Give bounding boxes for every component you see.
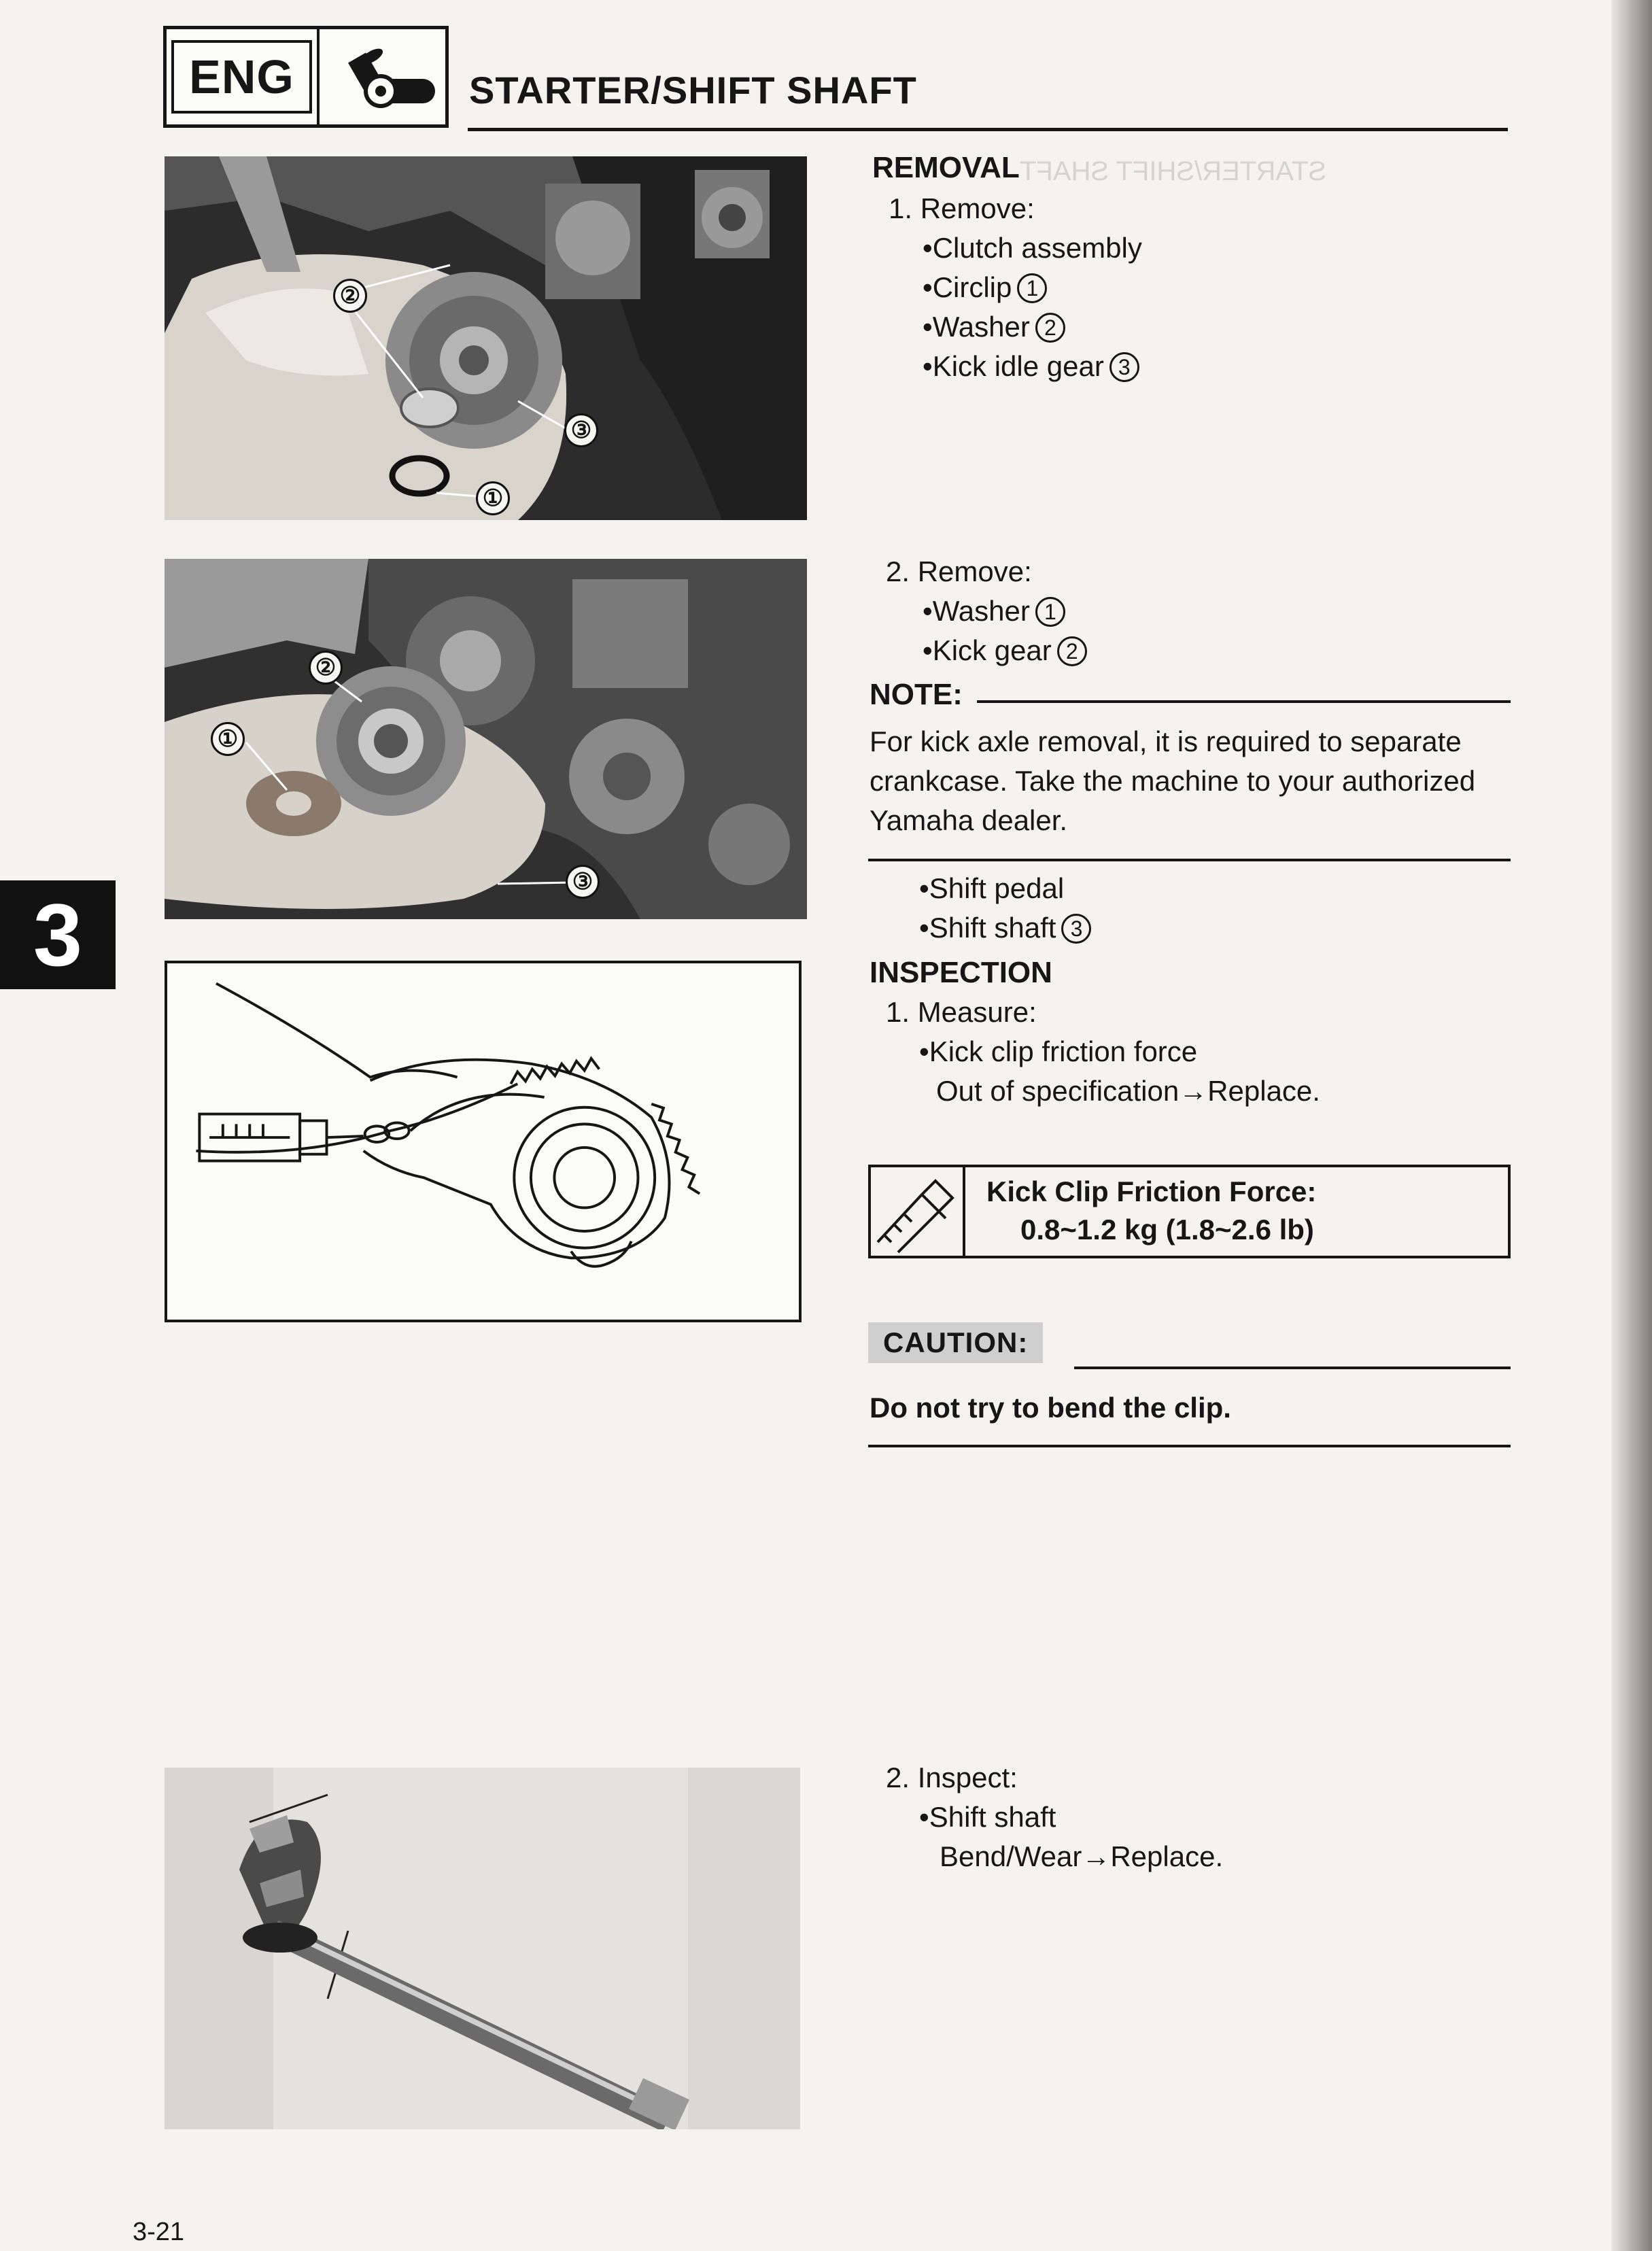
callout-2: ② [333,279,367,313]
removal-step-2-item: •Shift pedal [919,872,1065,904]
note-rule-top [977,700,1511,703]
removal-step-2-item: •Kick gear 2 [923,631,1087,670]
page-number: 3-21 [133,2218,185,2246]
callout-1: ① [476,481,510,515]
note-text-line: Yamaha dealer. [870,804,1068,836]
inspection-step-2: 2. Inspect: [886,1762,1018,1793]
caution-label: CAUTION: [868,1322,1043,1363]
inspection-step-1-item: •Kick clip friction force [919,1035,1198,1067]
eng-label: ENG [171,40,312,114]
caution-rule-bottom [868,1445,1511,1447]
caution-text: Do not try to bend the clip. [870,1392,1231,1424]
caution-rule-top [1074,1367,1511,1369]
engine-icon [330,41,442,116]
ref-number: 2 [1035,313,1065,343]
page-title: STARTER/SHIFT SHAFT [469,69,917,111]
note-label: NOTE: [870,678,963,711]
caliper-icon [871,1167,965,1256]
removal-step-2-item: •Washer 1 [923,591,1065,631]
removal-step-1-item: •Circlip 1 [923,268,1047,307]
bleed-through-text: STARTER/SHIFT SHAFT [1020,156,1327,186]
section-badge [163,26,449,128]
inspection-step-2-item: •Shift shaft [919,1801,1056,1833]
crankcase-illustration [165,559,807,919]
header-rule [468,128,1508,131]
removal-step-1: 1. Remove: [889,192,1035,224]
figure-shift-shaft-photo [165,1768,800,2129]
callout-2: ② [309,651,343,685]
figure-kick-idle-gear-photo [165,156,807,520]
figure-kick-gear-photo [165,559,807,919]
spring-scale-gear-drawing [167,963,799,1320]
ref-number: 3 [1109,352,1139,382]
removal-step-1-item: •Clutch assembly [923,232,1142,264]
spec-value: 0.8~1.2 kg (1.8~2.6 lb) [1020,1214,1314,1245]
ref-number: 2 [1057,636,1087,666]
callout-1: ① [211,722,245,756]
eng-label-cell [167,29,320,124]
shift-shaft-illustration [165,1768,800,2129]
ref-number: 1 [1035,597,1065,627]
figure-friction-force-drawing [165,961,802,1322]
chapter-tab: 3 [0,880,116,989]
callout-3: ③ [564,413,598,447]
removal-step-2: 2. Remove: [886,555,1032,587]
removal-step-1-item: •Washer 2 [923,307,1065,347]
inspection-heading: INSPECTION [870,956,1052,989]
ref-number: 3 [1061,914,1091,944]
spec-label: Kick Clip Friction Force: [986,1175,1317,1207]
callout-3: ③ [566,865,600,899]
removal-heading: REMOVAL [872,151,1020,184]
note-rule-bottom [868,859,1511,861]
page-edge-shadow [1611,0,1652,2251]
ref-number: 1 [1017,273,1047,303]
spec-box [868,1165,1511,1258]
inspection-step-1-result: Out of specification→Replace. [936,1075,1320,1107]
engine-case-illustration [165,156,807,520]
removal-step-1-item: •Kick idle gear 3 [923,347,1139,386]
inspection-step-1: 1. Measure: [886,996,1037,1028]
inspection-step-2-result: Bend/Wear→Replace. [940,1840,1224,1872]
note-text-line: For kick axle removal, it is required to separate [870,725,1462,757]
removal-step-2-item: •Shift shaft 3 [919,908,1091,948]
note-text-line: crankcase. Take the machine to your authorized [870,765,1476,797]
